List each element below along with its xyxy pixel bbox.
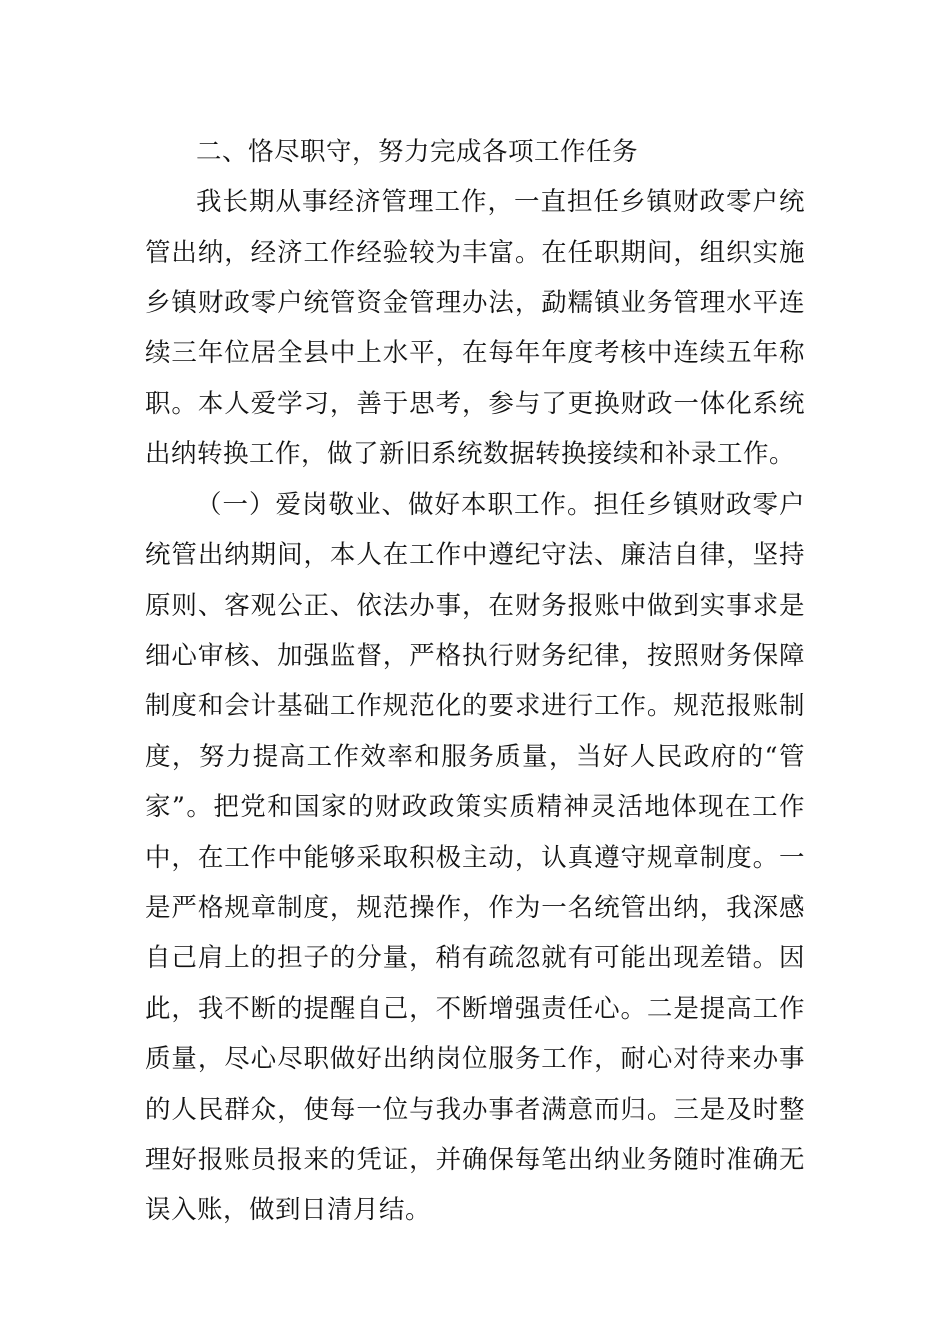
paragraph-line: 理好报账员报来的凭证，并确保每笔出纳业务随时准确无 — [145, 1145, 805, 1175]
paragraph-line: （一）爱岗敬业、做好本职工作。担任乡镇财政零户 — [196, 490, 805, 520]
paragraph-line: 统管出纳期间，本人在工作中遵纪守法、廉洁自律，坚持 — [145, 540, 805, 570]
paragraph-line: 我长期从事经济管理工作，一直担任乡镇财政零户统 — [196, 187, 805, 217]
paragraph-line: 细心审核、加强监督，严格执行财务纪律，按照财务保障 — [145, 641, 805, 671]
paragraph-line: 中，在工作中能够采取积极主动，认真遵守规章制度。一 — [145, 843, 805, 873]
paragraph-line: 原则、客观公正、依法办事，在财务报账中做到实事求是 — [145, 591, 805, 621]
paragraph-line: 制度和会计基础工作规范化的要求进行工作。规范报账制 — [145, 691, 805, 721]
paragraph-line: 度，努力提高工作效率和服务质量，当好人民政府的“管 — [145, 742, 805, 772]
paragraph-line: 自己肩上的担子的分量，稍有疏忽就有可能出现差错。因 — [145, 943, 805, 973]
section-heading: 二、恪尽职守，努力完成各项工作任务 — [196, 137, 639, 167]
paragraph-line: 误入账，做到日清月结。 — [145, 1195, 432, 1225]
paragraph-line: 续三年位居全县中上水平，在每年年度考核中连续五年称 — [145, 338, 805, 368]
paragraph-line: 质量，尽心尽职做好出纳岗位服务工作，耐心对待来办事 — [145, 1044, 805, 1074]
paragraph-line: 家”。把党和国家的财政政策实质精神灵活地体现在工作 — [145, 792, 805, 822]
paragraph-line: 出纳转换工作，做了新旧系统数据转换接续和补录工作。 — [145, 439, 796, 469]
paragraph-line: 职。本人爱学习，善于思考，参与了更换财政一体化系统 — [145, 389, 805, 419]
paragraph-line: 此，我不断的提醒自己，不断增强责任心。二是提高工作 — [145, 994, 805, 1024]
paragraph-line: 是严格规章制度，规范操作，作为一名统管出纳，我深感 — [145, 893, 805, 923]
paragraph-line: 乡镇财政零户统管资金管理办法，勐糯镇业务管理水平连 — [145, 288, 805, 318]
paragraph-line: 管出纳，经济工作经验较为丰富。在任职期间，组织实施 — [145, 238, 805, 268]
paragraph-line: 的人民群众，使每一位与我办事者满意而归。三是及时整 — [145, 1095, 805, 1125]
